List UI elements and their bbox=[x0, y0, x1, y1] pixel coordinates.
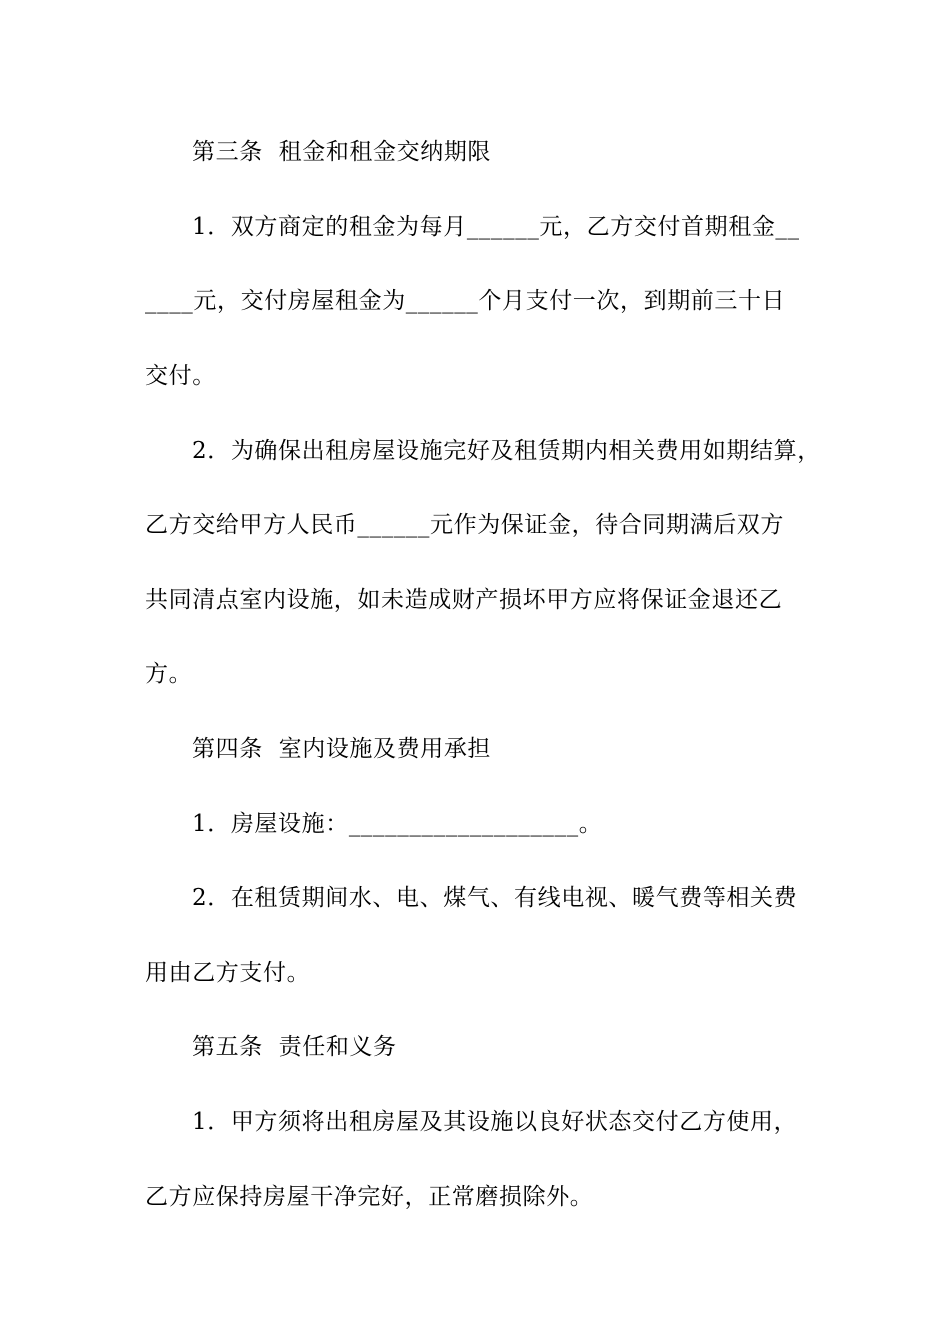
article-3-clause-2-line-3: 共同清点室内设施，如未造成财产损坏甲方应将保证金退还乙 bbox=[145, 587, 783, 613]
article-3-clause-2-line-2: 乙方交给甲方人民币______元作为保证金，待合同期满后双方 bbox=[145, 512, 784, 538]
article-3-heading: 第三条 租金和租金交纳期限 bbox=[192, 139, 492, 165]
article-3-clause-2-line-4: 方。 bbox=[145, 661, 193, 687]
article-3-clause-1-line-3: 交付。 bbox=[145, 363, 216, 389]
article-4-heading: 第四条 室内设施及费用承担 bbox=[192, 736, 492, 762]
article-5-heading: 第五条 责任和义务 bbox=[192, 1034, 397, 1060]
article-4-clause-2-line-1: 2．在租赁期间水、电、煤气、有线电视、暖气费等相关费 bbox=[192, 885, 798, 911]
article-3-clause-2-line-1: 2．为确保出租房屋设施完好及租赁期内相关费用如期结算， bbox=[192, 438, 821, 464]
article-3-clause-1-line-2: ____元，交付房屋租金为______个月支付一次，到期前三十日 bbox=[145, 288, 786, 314]
article-4-clause-1: 1．房屋设施：___________________。 bbox=[192, 811, 603, 837]
article-5-clause-1-line-2: 乙方应保持房屋干净完好，正常磨损除外。 bbox=[145, 1184, 594, 1210]
article-4-clause-2-line-2: 用由乙方支付。 bbox=[145, 960, 311, 986]
article-5-clause-1-line-1: 1．甲方须将出租房屋及其设施以良好状态交付乙方使用， bbox=[192, 1109, 798, 1135]
article-3-clause-1-line-1: 1．双方商定的租金为每月______元，乙方交付首期租金__ bbox=[192, 214, 800, 240]
